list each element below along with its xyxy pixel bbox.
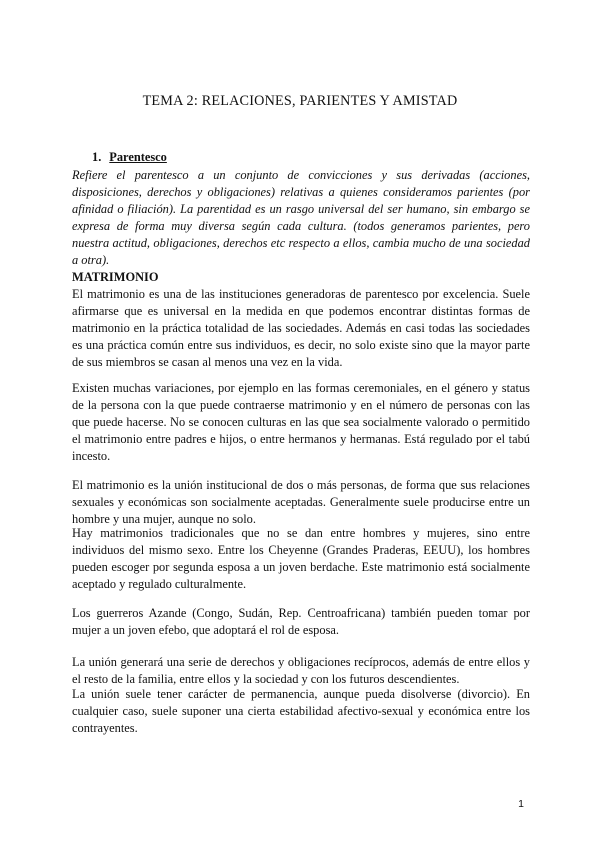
- paragraph-3: El matrimonio es la unión institucional de dos o más personas, de forma que sus relaciones sexuales y económicas son socialmente aceptadas. Generalmente suele producirse entre un hombre y una mujer, aunque no solo.: [72, 478, 530, 526]
- matrimonio-heading: MATRIMONIO: [72, 270, 159, 284]
- paragraph-2: Existen muchas variaciones, por ejemplo en las formas ceremoniales, en el género y status de la persona con la que puede contraerse matrimonio y en el número de personas con las que puede hacerse. No se conocen culturas en las que sea socialmente valorado o permitido el matrimonio entre padres e hijos, o entre hermanos y hermanas. Está regulado por el tabú incesto.: [72, 381, 530, 463]
- paragraph-6: La unión generará una serie de derechos y obligaciones recíprocos, además de entre ellos y el resto de la familia, entre ellos y la sociedad y con los futuros descendientes.: [72, 655, 530, 686]
- paragraph-1: El matrimonio es una de las instituciones generadoras de parentesco por excelencia. Suele afirmarse que es universal en la medida en que podemos encontrar distintas formas de matrimonio en la práctica totalidad de las sociedades. Además en casi todas las sociedades es una práctica común entre sus individuos, es decir, no solo existe sino que la mayor parte de sus miembros se casan al menos una vez en la vida.: [72, 287, 530, 369]
- section-title: Parentesco: [109, 150, 167, 164]
- section-number: 1.: [92, 150, 102, 164]
- paragraph-5: Los guerreros Azande (Congo, Sudán, Rep. Centroafricana) también pueden tomar por mujer a un joven efebo, que adoptará el rol de esposa.: [72, 606, 530, 637]
- document-title: TEMA 2: RELACIONES, PARIENTES Y AMISTAD: [142, 93, 458, 109]
- section-heading: [92, 150, 167, 165]
- page-number: 1: [518, 798, 524, 810]
- paragraph-4: Hay matrimonios tradicionales que no se dan entre hombres y mujeres, sino entre individuos del mismo sexo. Entre los Cheyenne (Grandes Praderas, EEUU), los hombres pueden escoger por segunda esposa a un joven berdache. Este matrimonio está socialmente aceptado y regulado culturalmente.: [72, 526, 530, 591]
- definition-paragraph: Refiere el parentesco a un conjunto de convicciones y sus derivadas (acciones, disposiciones, derechos y obligaciones) relativas a quienes consideramos parientes (por afinidad o filiación). La parentidad es un rasgo universal del ser humano, sin embargo se expresa de forma muy diversa según cada cultura. (todos generamos parientes, pero nuestra actitud, obligaciones, derechos etc respecto a ellos, cambia mucho de una sociedad a otra).: [72, 168, 530, 267]
- paragraph-7: La unión suele tener carácter de permanencia, aunque pueda disolverse (divorcio). En cualquier caso, suele suponer una cierta estabilidad afectivo-sexual y económica entre los contrayentes.: [72, 687, 530, 735]
